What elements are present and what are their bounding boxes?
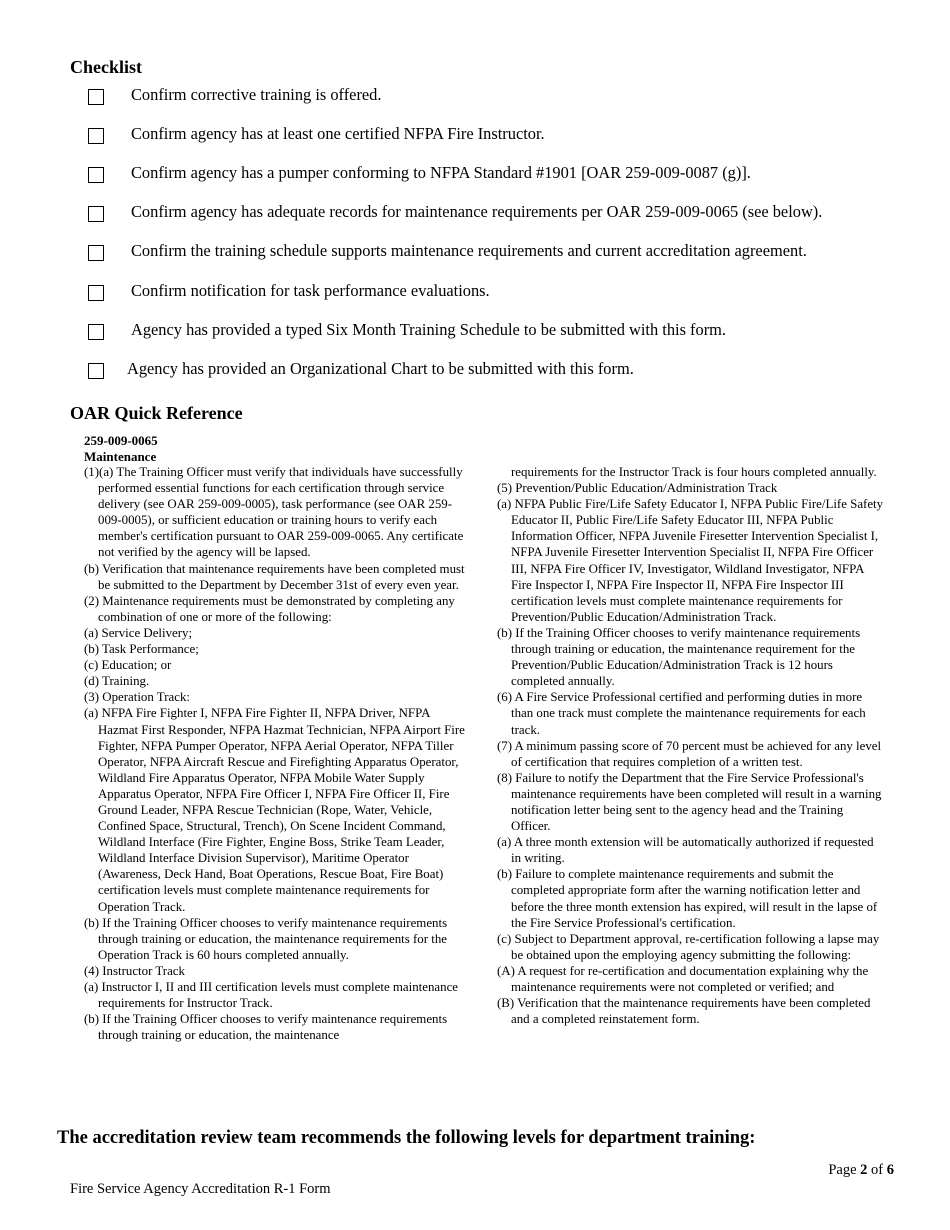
oar-paragraph: (8) Failure to notify the Department that the Fire Service Professional's maintenance requirements have been completed will result in a warning notification letter being sent to the agency head and the Training Officer. [497,770,882,834]
oar-left-column [84,464,472,1043]
oar-paragraph: (a) NFPA Fire Fighter I, NFPA Fire Fighter II, NFPA Driver, NFPA Hazmat First Responder, NFPA Hazmat Technician, NFPA Airport Fire Fighter, NFPA Pumper Operator, NFPA Aerial Operator, NFPA Tiller Operator, NFPA Aircraft Rescue and Firefighting Apparatus Operator, Wildland Fire Apparatus Operator, NFPA Mobile Water Supply Apparatus Operator, NFPA Fire Officer I, NFPA Fire Officer II, Fire Ground Leader, NFPA Rescue Technician (Rope, Water, Vehicle, Confined Space, Structural, Trench), On Scene Incident Command, Wildland Interface (Fire Fighter, Engine Boss, Strike Team Leader, Wildland Interface Division Supervisor), Maritime Operator (Awareness, Deck Hand, Boat Operations, Rescue Boat, Fire Boat) certification levels must complete maintenance requirements for Operation Track. [84,706,465,914]
oar-paragraph: (B) Verification that the maintenance requirements have been completed and a completed reinstatement form. [497,996,871,1027]
oar-paragraph: (b) Verification that maintenance requirements have been completed must be submitted to the Department by December 31st of every even year. [84,561,465,592]
page-prefix: Page [828,1162,861,1178]
checkbox[interactable] [88,167,104,183]
oar-code: 259-009-0065 [84,433,158,448]
oar-paragraph: (a) NFPA Public Fire/Life Safety Educator I, NFPA Public Fire/Life Safety Educator II, Public Fire/Life Safety Educator III, NFPA Public Information Officer, NFPA Juvenile Firesetter Intervention Specialist I, NFPA Juvenile Firesetter Intervention Specialist II, NFPA Fire Officer III, NFPA Fire Officer IV, Investigator, Wildland Investigator, NFPA Fire Inspector I, NFPA Fire Inspector II, NFPA Fire Inspector III certification levels must complete maintenance requirements for Prevention/Public Education/Administration Track. [497,497,884,624]
oar-paragraph: (7) A minimum passing score of 70 percent must be achieved for any level of certification that requires completion of a written test. [497,738,882,769]
oar-paragraph: (1)(a) The Training Officer must verify that individuals have successfully performed essential functions for each certification through service delivery (see OAR 259-009-0005), task performance (see OAR 259-009-0005), or sufficient education or training hours to verify each member's certification pursuant to OAR 259-009-0065. Any certificate not verified by the agency will be lapsed. [84,465,464,560]
checklist-item-label: Confirm the training schedule supports maintenance requirements and current accreditation agreement. [131,241,807,260]
recommendation-heading: The accreditation review team recommends the following levels for department training: [57,1128,756,1148]
checkbox[interactable] [88,89,104,105]
page-total: 6 [886,1162,894,1178]
checklist-item-label: Confirm corrective training is offered. [131,85,382,104]
checkbox[interactable] [88,206,104,222]
oar-paragraph: (c) Subject to Department approval, re-certification following a lapse may be obtained upon the employing agency submitting the following: [497,931,880,962]
checklist-item-label: Agency has provided a typed Six Month Training Schedule to be submitted with this form. [131,320,727,339]
oar-paragraph: (a) A three month extension will be automatically authorized if requested in writing. [497,835,874,866]
checklist-item-label: Confirm notification for task performance evaluations. [131,281,490,300]
oar-paragraph: (5) Prevention/Public Education/Administration Track [497,481,778,496]
oar-paragraph: (b) Task Performance; [84,642,199,657]
checklist-item-label: Confirm agency has a pumper conforming to NFPA Standard #1901 [OAR 259-009-0087 (g)]. [131,163,751,182]
oar-paragraph: (b) If the Training Officer chooses to verify maintenance requirements through training or education, the maintenance requirement for the Prevention/Public Education/Administration Track is 12 hours completed annually. [497,625,861,689]
oar-title: Maintenance [84,449,157,464]
oar-paragraph: (2) Maintenance requirements must be demonstrated by completing any combination of one or more of the following: [84,593,455,624]
oar-paragraph: (d) Training. [84,674,150,689]
oar-paragraph: (a) Service Delivery; [84,625,193,640]
oar-right-column [497,464,885,1027]
oar-paragraph: (b) If the Training Officer chooses to verify maintenance requirements through training or education, the maintenance [84,1012,448,1043]
page-of: of [867,1162,887,1178]
oar-paragraph: (4) Instructor Track [84,963,185,978]
checkbox[interactable] [88,128,104,144]
oar-paragraph: (3) Operation Track: [84,690,190,705]
page-current: 2 [860,1162,868,1178]
oar-paragraph: (6) A Fire Service Professional certified and performing duties in more than one track must complete the maintenance requirements for each track. [497,690,866,737]
checkbox[interactable] [88,363,104,379]
oar-paragraph: (b) Failure to complete maintenance requirements and submit the completed appropriate form after the warning notification letter and before the three month extension has expired, will result in the lapse of the Fire Service Professional's certification. [497,867,878,930]
checklist-item-label: Confirm agency has at least one certified NFPA Fire Instructor. [131,124,545,143]
oar-heading: OAR Quick Reference [70,403,243,423]
oar-paragraph: (b) If the Training Officer chooses to verify maintenance requirements through training or education, the maintenance requirements for the Operation Track is 60 hours completed annually. [84,915,448,962]
checkbox[interactable] [88,285,104,301]
checklist-item-label: Agency has provided an Organizational Chart to be submitted with this form. [127,359,634,378]
oar-paragraph: (a) Instructor I, II and III certification levels must complete maintenance requirements for Instructor Track. [84,980,459,1011]
checkbox[interactable] [88,245,104,261]
oar-paragraph-continuation: requirements for the Instructor Track is four hours completed annually. [511,465,877,479]
oar-paragraph: (c) Education; or [84,658,172,673]
page-number [828,1162,894,1179]
oar-paragraph: (A) A request for re-certification and documentation explaining why the maintenance requirements were not completed or verified; and [497,963,869,994]
checklist-heading: Checklist [70,57,142,77]
footer-form-name: Fire Service Agency Accreditation R-1 Form [70,1181,331,1197]
checklist-item-label: Confirm agency has adequate records for maintenance requirements per OAR 259-009-0065 (see below). [131,202,823,221]
checkbox[interactable] [88,324,104,340]
